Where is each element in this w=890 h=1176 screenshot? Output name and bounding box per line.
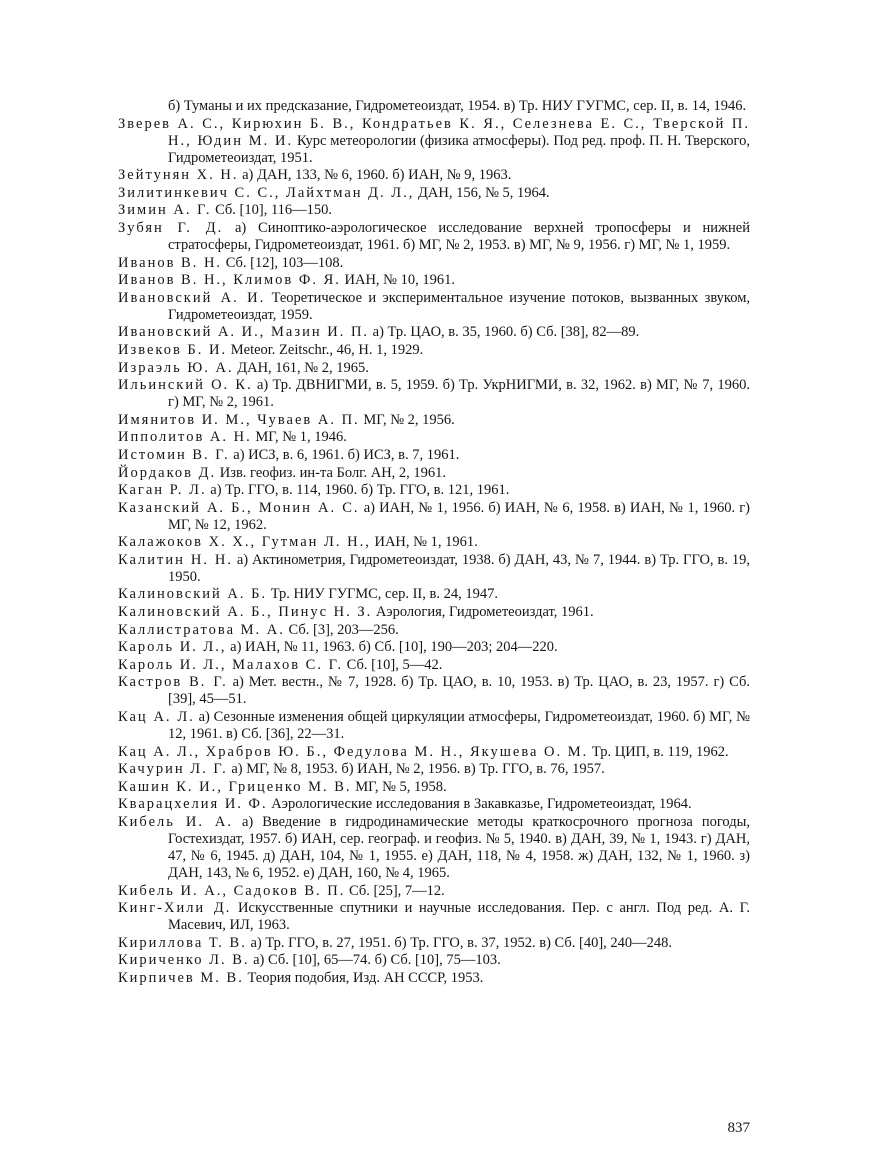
entry-author: Казанский А. Б., Монин А. С.	[118, 499, 360, 516]
bibliography-entry	[118, 500, 750, 534]
bibliography-entry	[118, 167, 750, 184]
entry-text: Искусственные спутники и научные исследования. Пер. с англ. Под ред. А. Г. Масевич, ИЛ, 1963.	[168, 900, 751, 934]
entry-text: а) Сезонные изменения общей циркуляции атмосферы, Гидрометеоиздат, 1960. б) МГ, № 12, 1961. в) Сб. [36], 22—31.	[168, 709, 751, 743]
bibliography-entry	[118, 796, 750, 813]
bibliography-entry	[118, 482, 750, 499]
page-number: 837	[727, 1120, 750, 1136]
entry-text: а) Тр. ЦАО, в. 35, 1960. б) Сб. [38], 82—89.	[372, 324, 640, 341]
entry-text: Сб. [25], 7—12.	[349, 882, 445, 899]
entry-author: Иванов В. Н., Климов Ф. Я.	[118, 272, 341, 289]
entry-author: Кирпичев М. В.	[118, 969, 244, 986]
entry-author: Кварацхелия И. Ф.	[118, 796, 268, 813]
bibliography-entry	[118, 552, 750, 586]
bibliography-entry	[118, 220, 750, 254]
entry-text: а) Тр. ГГО, в. 114, 1960. б) Тр. ГГО, в. 121, 1961.	[210, 482, 510, 499]
entry-text: Теория подобия, Изд. АН СССР, 1953.	[247, 969, 484, 986]
bibliography-entry	[118, 814, 750, 882]
entry-author: Каллистратова М. А.	[118, 621, 285, 638]
bibliography-entry	[118, 98, 750, 115]
entry-text: Сб. [3], 203—256.	[288, 621, 399, 638]
entry-author: Израэль Ю. А.	[118, 359, 234, 376]
entry-author: Кибель И. А., Садоков В. П.	[118, 882, 346, 899]
bibliography-entry	[118, 465, 750, 482]
bibliography-entry	[118, 674, 750, 708]
entry-text: ИАН, № 1, 1961.	[374, 534, 478, 551]
bibliography-entry	[118, 202, 750, 219]
entry-author: Каган Р. Л.	[118, 482, 207, 499]
entry-text: ИАН, № 10, 1961.	[344, 272, 456, 289]
entry-author: Зилитинкевич С. С., Лайхтман Д. Л.,	[118, 184, 415, 201]
entry-author: Зимин А. Г.	[118, 202, 212, 219]
entry-text: а) Тр. ДВНИГМИ, в. 5, 1959. б) Тр. УкрНИГМИ, в. 32, 1962. в) МГ, № 7, 1960. г) МГ, № 2, 1961.	[168, 377, 750, 411]
bibliography-entry	[118, 412, 750, 429]
entry-author: Ильинский О. К.	[118, 377, 253, 394]
entry-text: а) Введение в гидродинамические методы краткосрочного прогноза погоды, Гостехиздат, 1957. б) ИАН, сер. географ. и геофиз. № 5, 1940. в) ДАН, 39, № 1, 1943. г) ДАН, 47, № 6, 1945. д) ДАН, 104, № 1, 1955. е) ДАН, 118, № 4, 1958. ж) ДАН, 132, № 1, 1960. з) ДАН, 143, № 6, 1952. е) ДАН, 160, № 4, 1965.	[168, 814, 750, 881]
bibliography-entry	[118, 342, 750, 359]
bibliography-entry	[118, 255, 750, 272]
entry-author: Извеков Б. И.	[118, 341, 228, 358]
entry-author: Калитин Н. Н.	[118, 551, 233, 568]
bibliography-entry	[118, 360, 750, 377]
entry-author: Ипполитов А. Н.	[118, 429, 252, 446]
entry-text: Аэрологические исследования в Закавказье, Гидрометеоиздат, 1964.	[271, 796, 692, 813]
entry-author: Имянитов И. М., Чуваев А. П.	[118, 411, 360, 428]
entry-text: а) Мет. вестн., № 7, 1928. б) Тр. ЦАО, в. 10, 1953. в) Тр. ЦАО, в. 23, 1957. г) Сб. [39], 45—51.	[168, 674, 750, 708]
entry-text: а) ИАН, № 11, 1963. б) Сб. [10], 190—203; 204—220.	[230, 639, 558, 656]
bibliography-entry	[118, 622, 750, 639]
bibliography-entry	[118, 761, 750, 778]
entry-text: Изв. геофиз. ин-та Болг. АН, 2, 1961.	[219, 464, 447, 481]
entry-author: Кириченко Л. В.	[118, 952, 250, 969]
entry-author: Кинг-Хили Д.	[118, 900, 232, 917]
entry-text: а) ДАН, 133, № 6, 1960. б) ИАН, № 9, 1963.	[242, 167, 512, 184]
entry-author: Истомин В. Г.	[118, 446, 230, 463]
entry-text: а) МГ, № 8, 1953. б) ИАН, № 2, 1956. в) Тр. ГГО, в. 76, 1957.	[231, 761, 605, 778]
bibliography-entry	[118, 952, 750, 969]
bibliography-entry	[118, 744, 750, 761]
entry-author: Кириллова Т. В.	[118, 934, 247, 951]
entry-author: Ивановский А. И., Мазин И. П.	[118, 324, 370, 341]
entry-author: Иванов В. Н.	[118, 254, 223, 271]
entry-author: Кароль И. Л.,	[118, 639, 227, 656]
entry-text: а) ИАН, № 1, 1956. б) ИАН, № 6, 1958. в) ИАН, № 1, 1960. г) МГ, № 12, 1962.	[168, 499, 750, 533]
entry-text: а) Актинометрия, Гидрометеоиздат, 1938. б) ДАН, 43, № 7, 1944. в) Тр. ГГО, в. 19, 1950.	[168, 551, 751, 585]
bibliography-entry	[118, 272, 750, 289]
entry-author: Кац А. Л., Храбров Ю. Б., Федулова М. Н., Якушева О. М.	[118, 743, 589, 760]
bibliography-entry	[118, 900, 750, 934]
bibliography-entry	[118, 935, 750, 952]
bibliography-entry	[118, 447, 750, 464]
entry-text: Курс метеорологии (физика атмосферы). Под ред. проф. П. Н. Тверского, Гидрометеоиздат, 1951.	[168, 132, 750, 166]
entry-text: МГ, № 1, 1946.	[255, 429, 347, 446]
bibliography-entry	[118, 185, 750, 202]
entry-author: Йордаков Д.	[118, 464, 217, 481]
entry-text: ДАН, 156, № 5, 1964.	[418, 184, 550, 201]
entry-text: а) Сб. [10], 65—74. б) Сб. [10], 75—103.	[253, 952, 501, 969]
entry-author: Зверев А. С., Кирюхин Б. В., Кондратьев К. Я., Селезнева Е. С., Тверской П. Н., Юдин М. И.	[118, 115, 750, 149]
entry-text: б) Туманы и их предсказание, Гидрометеоиздат, 1954. в) Тр. НИУ ГУГМС, сер. II, в. 14, 1946.	[168, 98, 747, 114]
entry-author: Кибель И. А.	[118, 814, 234, 830]
entry-text: Сб. [12], 103—108.	[225, 254, 344, 271]
entry-text: Теоретическое и экспериментальное изучение потоков, вызванных звуком, Гидрометеоиздат, 1959.	[168, 289, 751, 323]
entry-author: Кароль И. Л., Малахов С. Г.	[118, 656, 343, 673]
entry-author: Калиновский А. Б.	[118, 586, 268, 603]
entry-author: Ивановский А. И.	[118, 289, 266, 306]
entry-text: Сб. [10], 5—42.	[346, 656, 443, 673]
entry-author: Калажоков Х. Х., Гутман Л. Н.,	[118, 534, 371, 551]
entry-text: ДАН, 161, № 2, 1965.	[237, 359, 369, 376]
entry-author: Кастров В. Г.	[118, 674, 228, 691]
entry-author: Калиновский А. Б., Пинус Н. З.	[118, 604, 373, 621]
entry-text: а) ИСЗ, в. 6, 1961. б) ИСЗ, в. 7, 1961.	[233, 446, 460, 463]
entry-text: МГ, № 5, 1958.	[355, 778, 447, 795]
entry-author: Зубян Г. Д.	[118, 219, 224, 236]
bibliography-entry	[118, 377, 750, 411]
entry-text: Аэрология, Гидрометеоиздат, 1961.	[375, 604, 594, 621]
bibliography-entry	[118, 709, 750, 743]
bibliography-entry	[118, 970, 750, 987]
bibliography-entry	[118, 290, 750, 324]
bibliography-entry	[118, 883, 750, 900]
entry-author: Кашин К. И., Гриценко М. В.	[118, 778, 352, 795]
bibliography-entry	[118, 116, 750, 167]
bibliography-entry	[118, 639, 750, 656]
entry-author: Качурин Л. Г.	[118, 761, 228, 778]
entry-text: Тр. ЦИП, в. 119, 1962.	[591, 743, 729, 760]
entry-text: Сб. [10], 116—150.	[215, 202, 333, 219]
entry-text: Meteor. Zeitschr., 46, Н. 1, 1929.	[230, 341, 424, 358]
entry-text: а) Тр. ГГО, в. 27, 1951. б) Тр. ГГО, в. 37, 1952. в) Сб. [40], 240—248.	[250, 934, 673, 951]
bibliography-entry	[118, 657, 750, 674]
bibliography-list	[118, 98, 750, 988]
entry-author: Зейтунян Х. Н.	[118, 167, 239, 184]
bibliography-entry	[118, 779, 750, 796]
bibliography-entry	[118, 604, 750, 621]
entry-text: Тр. НИУ ГУГМС, сер. II, в. 24, 1947.	[270, 586, 498, 603]
bibliography-entry	[118, 324, 750, 341]
entry-text: а) Синоптико-аэрологическое исследование верхней тропосферы и нижней стратосферы, Гидрометеоиздат, 1961. б) МГ, № 2, 1953. в) МГ, № 9, 1956. г) МГ, № 1, 1959.	[168, 219, 750, 253]
bibliography-entry	[118, 534, 750, 551]
bibliography-entry	[118, 429, 750, 446]
entry-text: МГ, № 2, 1956.	[363, 411, 455, 428]
entry-author: Кац А. Л.	[118, 709, 195, 726]
bibliography-entry	[118, 586, 750, 603]
